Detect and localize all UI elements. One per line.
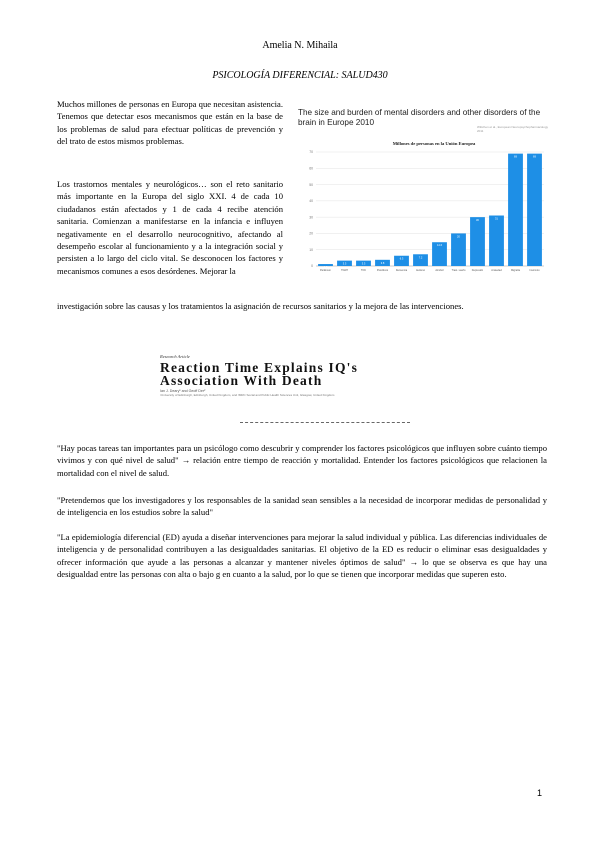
x-tick-label: Demencia [395, 269, 408, 272]
y-tick-label: 60 [309, 166, 313, 171]
x-tick-label: Insomnio [529, 269, 540, 272]
article-title-line1: Reaction Time Explains IQ's [160, 360, 359, 375]
y-tick-label: 30 [309, 215, 313, 220]
paragraph-disorders: Los trastornos mentales y neurológicos… son el reto sanitario más importante en la Europa del siglo XXI. 4 de cada 10 ciudadanos están afectados y 1 de cada 4 recibe atención sanitaria. Comienzan a manifestarse en la infancia e influyen negativamente en el desarrollo neurocognitivo, afectando al desempeño escolar al funcionamiento y a la integración social y persisten a lo largo del ciclo vital. Se desconocen los factores y mecanismos comunes a esos desórdenes. Mejorar la [57, 179, 283, 276]
article-label: Research Article [160, 354, 190, 359]
bar-data-label: 6.3 [399, 257, 404, 261]
x-tick-label: Alcohol [435, 269, 444, 272]
article-authors: Ian J. Deary¹ and Geoff Der² [160, 389, 206, 393]
x-tick-label: TOC [360, 269, 367, 272]
x-tick-label: Ansiedad [491, 269, 502, 272]
y-tick-label: 40 [309, 199, 313, 204]
bar-data-label: 7.2 [418, 256, 423, 260]
y-tick-label: 70 [309, 150, 313, 155]
quote-differential-epidemiology: "La epidemiología diferencial (ED) ayuda a diseñar intervenciones para mejorar la salud individual y pública. Las diferencias individuales de inteligencia y de personalidad contribuyen a las desigualdades sanitarias. El objetivo de la ED es reducir o eliminar esas desigualdades y ofrecer información que ayude a las personas a alcanzar y mantener niveles óptimos de salud" → lo que se observa es que hay una desigualdad entre las personas con alta o bajo g en cuanto a la salud, por lo que se tienen que incorporar medidas que superen esto. [57, 532, 547, 580]
y-tick-label: 10 [309, 247, 313, 252]
document-title: PSICOLOGÍA DIFERENCIAL: SALUD430 [212, 70, 388, 81]
x-tick-label: Psicóticos [376, 269, 389, 272]
article-title [160, 361, 440, 387]
article-header-image [160, 354, 440, 414]
paragraph-intro: Muchos millones de personas en Europa que necesitan asistencia. Tenemos que detectar esos mecanismos que están en la base de los problemas de salud para efectuar políticas de prevención y del trato de estos mismos problemas. [57, 99, 283, 147]
article-affiliation: ¹University of Edinburgh, Edinburgh, United Kingdom, and ²MRC Social and Public Health Sciences Unit, Glasgow, United Kingdom [160, 393, 335, 397]
x-tick-label: Autismo [415, 269, 426, 272]
bar-data-label: 69 [533, 155, 536, 159]
bar-data-label: 30 [476, 219, 479, 223]
chart-bar [527, 154, 542, 266]
bar-chart [298, 136, 550, 286]
section-divider [240, 422, 410, 423]
x-tick-label: Migraña [510, 269, 521, 272]
bar-data-label: 3.3 [342, 262, 347, 266]
x-tick-label: TDAH [341, 269, 348, 272]
y-tick-label: 50 [309, 182, 313, 187]
y-tick-label: 0 [311, 264, 313, 269]
x-tick-label: Trast. sueño [451, 269, 466, 272]
bar-data-label: 3.3 [361, 262, 366, 266]
chart-subtitle: Millones de personas en la Unión Europea [392, 141, 476, 146]
paragraph-disorders-continued: investigación sobre las causas y los tratamientos la asignación de recursos sanitarios y la mejora de las intervenciones. [57, 301, 464, 311]
chart-title: The size and burden of mental disorders and other disorders of the brain in Europe 2010 [298, 108, 541, 127]
bar-data-label: 69 [514, 155, 517, 159]
x-tick-label: Depresión [471, 269, 484, 272]
chart-bar [508, 154, 523, 266]
bar-data-label: 20 [457, 235, 460, 239]
bar-data-label: 3.8 [380, 261, 385, 265]
quote-psychologist-tasks: "Hay pocas tareas tan importantes para un psicólogo como descubrir y comprender los factores psicológicos que influyen sobre cuánto tiempo vivimos y con qué nivel de salud" → relación entre tiempo de reacción y mortalidad. Entender los factores psicológicos que relacionen la mortalidad con el nivel de salud. [57, 443, 547, 478]
chart-bar [470, 217, 485, 266]
x-tick-label: Parkinson [319, 269, 332, 272]
bar-chart-figure [298, 108, 550, 288]
author-name: Amelia N. Mihaila [262, 40, 338, 51]
chart-bar [489, 216, 504, 266]
bar-data-label: 1.2 [323, 266, 328, 270]
article-title-line2: Association With Death [160, 373, 323, 388]
bar-data-label: 14.6 [436, 244, 443, 248]
chart-source-note: Wittchen et al., European Neuropsychopharmacology 2011 [477, 125, 549, 133]
quote-researchers: "Pretendemos que los investigadores y los responsables de la sanidad sean sensibles a la necesidad de incorporar medidas de personalidad y de inteligencia en los estudios sobre la salud" [57, 495, 547, 518]
bar-data-label: 31 [495, 217, 498, 221]
y-tick-label: 20 [309, 231, 313, 236]
page-number: 1 [537, 788, 543, 798]
